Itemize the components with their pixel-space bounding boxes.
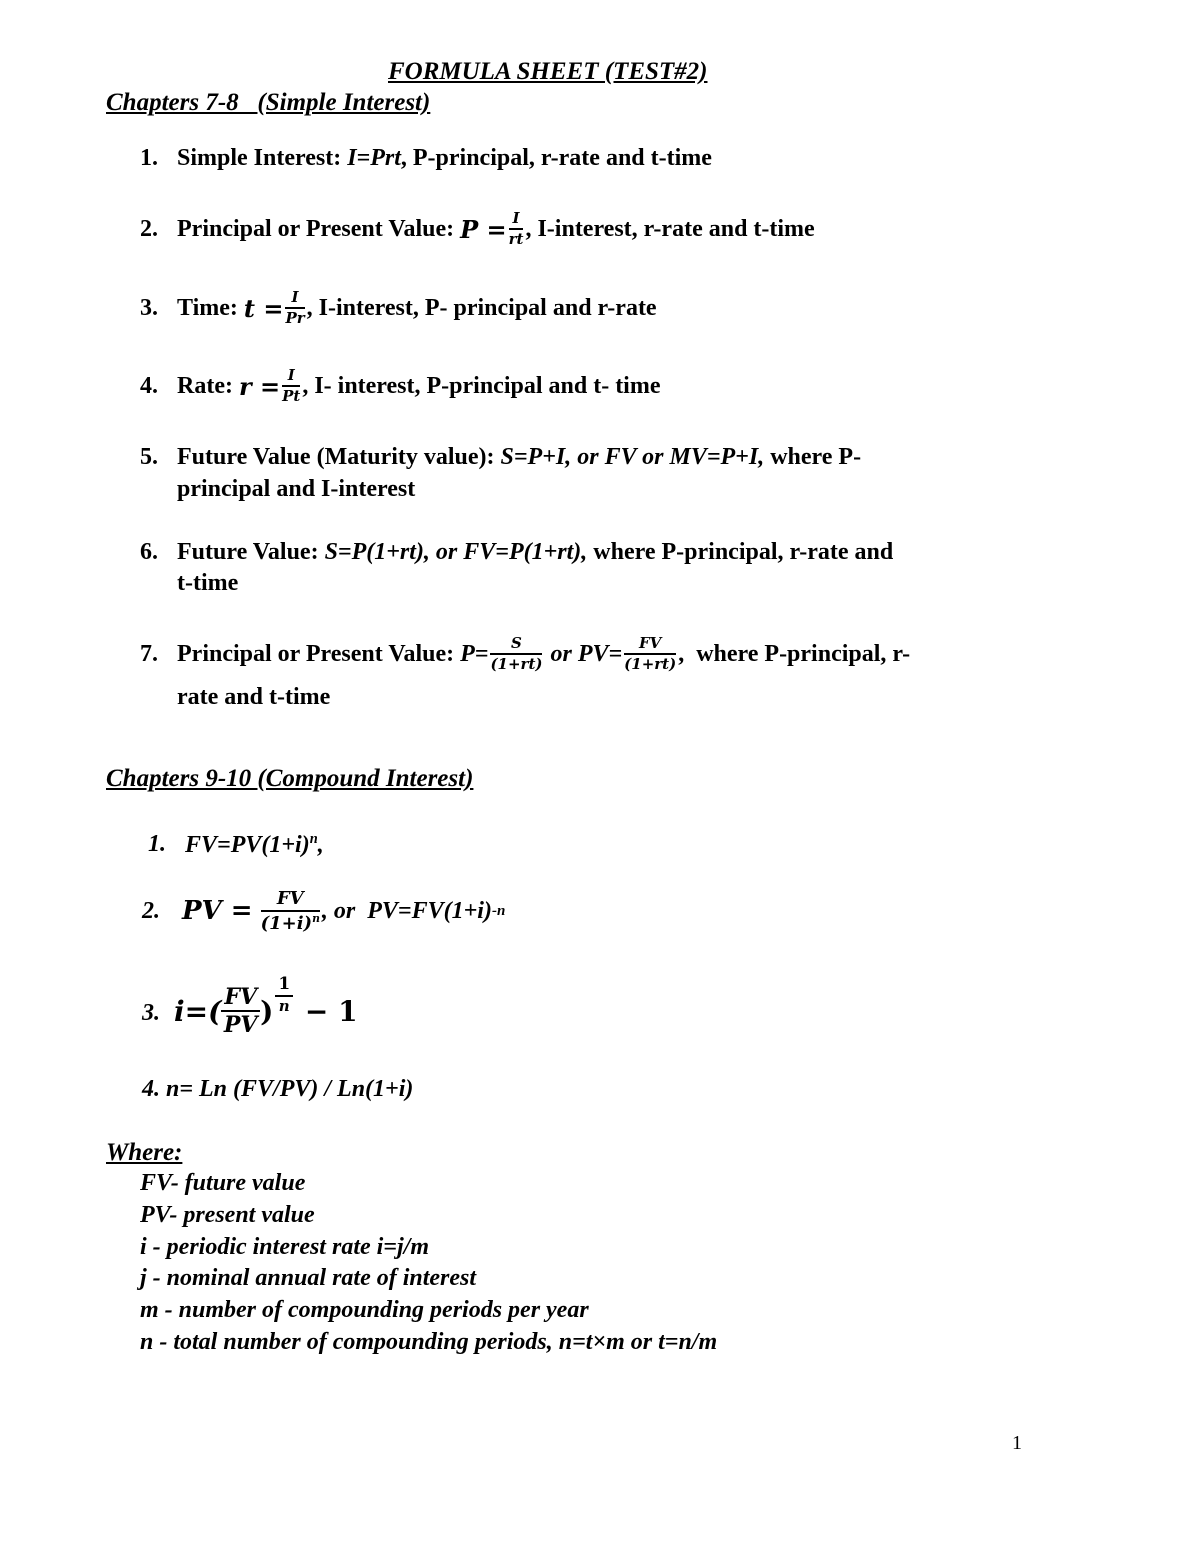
simple-item-3-number: 3.: [140, 295, 158, 321]
simple-interest-formula: I=Prt: [347, 145, 401, 171]
fraction-denominator: [261, 912, 320, 933]
fraction-numerator: S: [490, 636, 542, 655]
fraction-denominator: PV: [223, 1012, 258, 1038]
periods-formula: n= Ln (FV/PV) / Ln(1+i): [166, 1076, 414, 1102]
fraction-numerator: FV: [624, 636, 676, 655]
simple-item-4-number: 4.: [140, 373, 158, 399]
compound-item-1-number: 1.: [148, 831, 166, 857]
definition-fv: FV- future value: [140, 1170, 306, 1196]
fraction-denominator: Pr: [285, 309, 305, 327]
simple-item-7-desc: , where P-principal, r-: [678, 640, 911, 667]
compound-item-1: [185, 831, 324, 859]
simple-item-5: [177, 444, 861, 471]
compound-item-2: [182, 880, 505, 942]
simple-item-1-number: 1.: [140, 145, 158, 171]
fraction-denominator: n: [278, 997, 290, 1015]
exponent: -n: [491, 902, 506, 919]
simple-item-5-number: 5.: [140, 444, 158, 470]
simple-item-4-label: Rate:: [177, 372, 233, 399]
equals-sign: =: [221, 896, 253, 926]
definition-pv: PV- present value: [140, 1202, 315, 1228]
rate-fraction: [282, 368, 300, 404]
future-value-formula: S=P(1+rt), or FV=P(1+rt),: [324, 539, 588, 565]
simple-item-6-line2: t-time: [177, 570, 239, 596]
simple-item-6-label: Future Value:: [177, 539, 319, 565]
fraction-numerator: I: [509, 211, 524, 230]
simple-item-7-label: Principal or Present Value:: [177, 640, 455, 667]
page-title: FORMULA SHEET (TEST#2): [388, 58, 708, 85]
simple-item-5-line2: principal and I-interest: [177, 476, 416, 502]
simple-item-6-desc: where P-principal, r-rate and: [587, 539, 894, 565]
equals-sign: =: [254, 293, 284, 323]
compound-item-2-number: 2.: [142, 898, 160, 924]
fraction-numerator: I: [285, 290, 304, 309]
fraction-numerator: FV: [221, 986, 260, 1012]
page-number: 1: [1012, 1432, 1022, 1454]
fraction-numerator: I: [282, 368, 300, 387]
equals-sign: =: [251, 371, 281, 401]
simple-item-2-label: Principal or Present Value:: [177, 215, 455, 242]
where-heading: Where:: [106, 1139, 183, 1166]
equals-sign: =: [478, 214, 507, 244]
principal-fraction: [509, 211, 524, 247]
rate-ratio-fraction: [221, 986, 260, 1036]
present-value-lhs: P=: [460, 640, 489, 667]
present-value-alt: or PV=: [544, 640, 623, 667]
minus-one: − 1: [295, 994, 358, 1028]
exponent: n: [309, 831, 318, 847]
simple-item-7-number: 7.: [140, 641, 158, 667]
simple-item-1-label: Simple Interest:: [177, 145, 342, 171]
simple-item-7-line2: rate and t-time: [177, 684, 331, 710]
time-fraction: [285, 290, 304, 326]
present-value-fraction-2: [624, 636, 676, 672]
simple-item-1: [177, 145, 712, 172]
definition-i: i - periodic interest rate i=j/m: [140, 1234, 429, 1260]
rate-symbol: r: [238, 371, 252, 401]
simple-item-3: [177, 283, 657, 333]
formula-tail: ,: [317, 832, 324, 858]
fraction-denominator: (1+rt): [490, 655, 543, 673]
denominator-base: (1+i): [260, 912, 313, 934]
simple-item-2-number: 2.: [140, 216, 158, 242]
compound-item-3-number: 3.: [142, 1000, 160, 1026]
simple-item-5-desc: where P-: [764, 444, 862, 470]
simple-item-7: [177, 628, 910, 680]
simple-item-6-number: 6.: [140, 539, 158, 565]
simple-item-6: [177, 539, 893, 566]
future-value-formula: S=P+I, or FV or MV=P+I,: [500, 444, 765, 470]
fraction-numerator: FV: [261, 890, 320, 912]
definition-j: j - nominal annual rate of interest: [140, 1265, 477, 1291]
compound-item-3: [174, 974, 358, 1048]
simple-item-5-label: Future Value (Maturity value):: [177, 444, 495, 470]
simple-item-2-desc: , I-interest, r-rate and t-time: [525, 215, 815, 242]
closing-paren: ): [260, 994, 274, 1028]
simple-item-3-label: Time:: [177, 294, 238, 321]
fraction-denominator: rt: [508, 230, 524, 248]
fraction-numerator: 1: [275, 976, 293, 997]
exponent-fraction: [275, 976, 293, 1014]
exponent: n: [312, 911, 320, 925]
fraction-denominator: Pt: [282, 387, 301, 405]
present-value-alt-formula: , or PV=FV(1+i): [321, 897, 492, 924]
simple-item-4: [177, 361, 661, 411]
simple-item-4-desc: , I- interest, P-principal and t- time: [302, 372, 661, 399]
definition-n: n - total number of compounding periods, n=t×m or t=n/m: [140, 1329, 718, 1355]
present-value-compound-fraction: [260, 887, 320, 934]
compound-interest-heading: Chapters 9-10 (Compound Interest): [106, 765, 474, 792]
present-value-symbol: PV: [182, 896, 222, 926]
compound-item-4-number: 4.: [142, 1076, 160, 1102]
rate-formula-lhs: i=(: [174, 994, 222, 1028]
simple-item-1-desc: , P-principal, r-rate and t-time: [400, 145, 712, 171]
definition-m: m - number of compounding periods per year: [140, 1297, 589, 1323]
compound-item-4: [142, 1076, 413, 1103]
future-value-compound-formula: FV=PV(1+i): [185, 832, 310, 858]
time-symbol: t: [243, 293, 255, 323]
simple-item-3-desc: , I-interest, P- principal and r-rate: [306, 294, 657, 321]
simple-interest-heading: Chapters 7-8 (Simple Interest): [106, 89, 431, 116]
simple-item-2: [177, 204, 815, 254]
present-value-fraction-1: [490, 636, 542, 672]
present-value-symbol: P: [460, 214, 479, 244]
fraction-denominator: (1+rt): [624, 655, 677, 673]
